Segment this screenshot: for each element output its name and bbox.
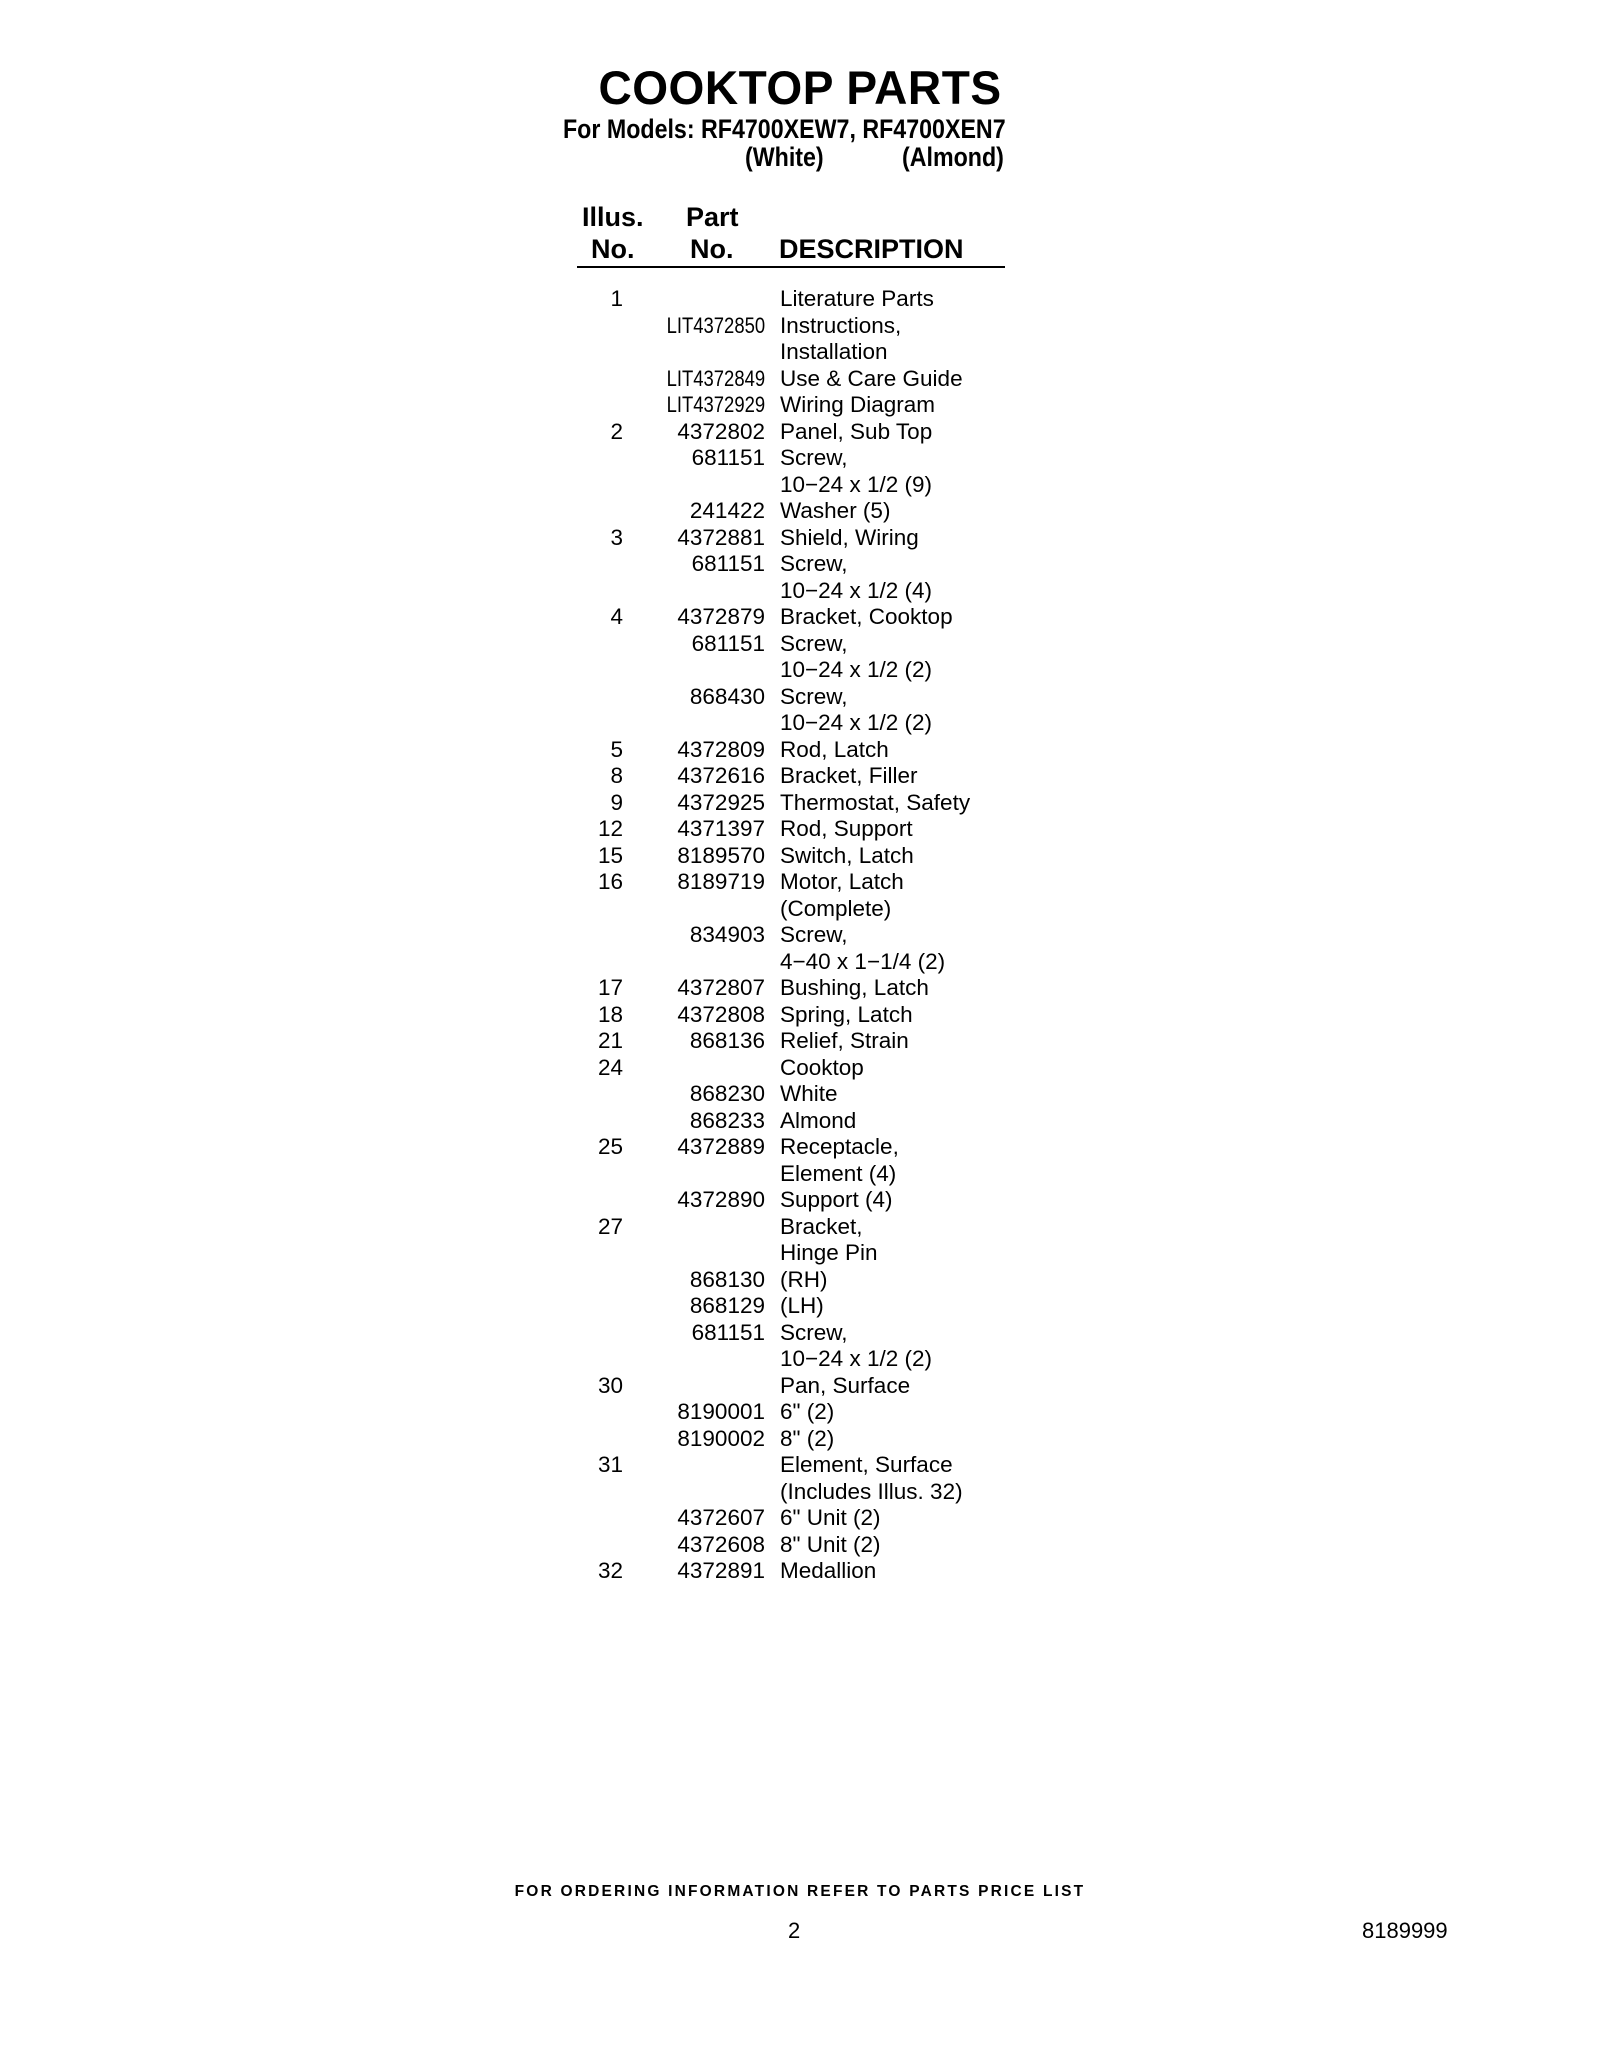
part-number: 868230 [689,1081,765,1106]
illus-number: 12 [597,816,623,841]
parts-row [0,313,1600,340]
part-description: Element, Surface [780,1452,953,1477]
illus-number: 17 [597,975,623,1000]
parts-row [0,339,1600,366]
part-description: 8" (2) [780,1425,835,1451]
parts-row [0,1214,1600,1241]
part-description: 8" Unit (2) [780,1531,881,1557]
variant-white: (White) [745,142,824,172]
illus-number: 3 [610,524,623,550]
illus-number: 24 [597,1054,623,1080]
part-description: 10−24 x 1/2 (9) [780,471,932,497]
illus-number: 30 [597,1372,623,1398]
parts-row [0,1426,1600,1453]
part-description: Element (4) [780,1160,897,1186]
part-number: 4372879 [677,604,765,629]
parts-row [0,1161,1600,1188]
part-description: Washer (5) [780,498,891,523]
parts-row [0,1452,1600,1479]
parts-row [0,366,1600,393]
illus-number: 8 [610,763,623,788]
part-description: 10−24 x 1/2 (2) [780,1346,932,1371]
part-description: (RH) [780,1266,828,1292]
parts-row [0,816,1600,843]
illus-number: 31 [597,1452,623,1477]
part-number: 4372890 [677,1187,765,1212]
illus-number: 16 [597,869,623,894]
parts-row [0,1532,1600,1559]
parts-row [0,1479,1600,1506]
part-number: LIT4372850 [666,312,765,338]
part-number: 8189570 [677,842,765,868]
part-description: Bracket, Cooktop [780,604,953,629]
part-number: LIT4372849 [666,365,765,391]
illus-number: 9 [610,789,623,815]
parts-row [0,922,1600,949]
part-description: Almond [780,1107,857,1133]
part-description: Pan, Surface [780,1372,911,1398]
part-number: 834903 [689,922,765,947]
part-number: 4372608 [677,1531,765,1557]
part-description: White [780,1081,838,1106]
part-description: (LH) [780,1293,824,1318]
header-description: DESCRIPTION [779,234,964,264]
parts-row [0,1558,1600,1585]
parts-row [0,525,1600,552]
part-description: Bracket, Filler [780,763,918,788]
page-number: 2 [788,1918,801,1943]
header-part-2: No. [690,234,734,264]
parts-row [0,392,1600,419]
part-description: 4−40 x 1−1/4 (2) [780,948,946,974]
part-description: Screw, [780,683,848,709]
part-description: 10−24 x 1/2 (4) [780,577,932,603]
part-description: 6" Unit (2) [780,1505,881,1530]
part-number: 4372607 [677,1505,765,1530]
part-description: (Includes Illus. 32) [780,1478,963,1504]
parts-row [0,1134,1600,1161]
parts-row [0,1505,1600,1532]
ordering-note: FOR ORDERING INFORMATION REFER TO PARTS PRICE LIST [514,1883,1086,1900]
illus-number: 21 [597,1028,623,1053]
part-description: Instructions, [780,312,902,338]
part-description: Receptacle, [780,1134,899,1159]
parts-row [0,445,1600,472]
part-number: 4372807 [677,975,765,1000]
parts-row [0,1267,1600,1294]
part-description: Rod, Support [780,816,913,841]
header-illus-1: Illus. [582,202,644,232]
parts-row [0,710,1600,737]
part-description: 6" (2) [780,1399,835,1424]
illus-number: 32 [597,1558,623,1583]
parts-row [0,498,1600,525]
part-description: Installation [780,339,888,364]
parts-row [0,1240,1600,1267]
parts-row [0,949,1600,976]
part-number: 4372925 [677,789,765,815]
part-description: Support (4) [780,1187,893,1212]
illus-number: 18 [597,1001,623,1027]
models-line: For Models: RF4700XEW7, RF4700XEN7 [563,114,1006,144]
parts-row [0,1002,1600,1029]
parts-row [0,737,1600,764]
part-description: (Complete) [780,895,892,921]
illus-number: 5 [610,736,623,762]
part-number: 4372616 [677,763,765,788]
parts-row [0,763,1600,790]
parts-list [0,286,1600,1585]
parts-row [0,1346,1600,1373]
document-number: 8189999 [1362,1918,1448,1943]
header-part-1: Part [686,202,739,232]
variant-almond: (Almond) [902,142,1004,172]
part-number: 4372808 [677,1001,765,1027]
parts-row [0,631,1600,658]
parts-row [0,604,1600,631]
illus-number: 15 [597,842,623,868]
parts-row [0,790,1600,817]
part-description: Rod, Latch [780,736,889,762]
parts-row [0,843,1600,870]
parts-row [0,1028,1600,1055]
part-number: 4371397 [677,816,765,841]
parts-row [0,578,1600,605]
parts-row [0,869,1600,896]
illus-number: 27 [597,1213,623,1239]
part-number: 681151 [691,1319,765,1345]
part-number: 868233 [689,1107,765,1133]
part-description: Bracket, [780,1213,863,1239]
parts-row [0,551,1600,578]
part-description: Panel, Sub Top [780,418,933,444]
page-title: COOKTOP PARTS [598,61,1002,114]
part-number: 4372802 [677,418,765,444]
part-description: Spring, Latch [780,1001,913,1027]
parts-row [0,1187,1600,1214]
part-number: LIT4372929 [666,392,765,417]
parts-row [0,896,1600,923]
part-description: Relief, Strain [780,1028,909,1053]
parts-row [0,1373,1600,1400]
parts-row [0,1320,1600,1347]
part-number: 868129 [689,1293,765,1318]
part-number: 868130 [689,1266,765,1292]
part-number: 8190001 [677,1399,765,1424]
parts-row [0,1399,1600,1426]
parts-row [0,975,1600,1002]
parts-row [0,1293,1600,1320]
part-number: 8189719 [677,869,765,894]
part-description: Thermostat, Safety [780,789,971,815]
part-number: 4372889 [677,1134,765,1159]
parts-row [0,1108,1600,1135]
part-number: 4372809 [677,736,765,762]
parts-row [0,684,1600,711]
part-description: Literature Parts [780,286,934,311]
part-description: 10−24 x 1/2 (2) [780,710,932,735]
illus-number: 25 [597,1134,623,1159]
part-number: 681151 [691,630,765,656]
part-description: Cooktop [780,1054,864,1080]
part-description: Screw, [780,551,848,576]
part-number: 4372881 [677,524,765,550]
part-description: Use & Care Guide [780,365,963,391]
part-description: Shield, Wiring [780,524,919,550]
part-number: 681151 [691,445,765,470]
part-number: 241422 [689,498,765,523]
parts-row [0,472,1600,499]
part-description: Bushing, Latch [780,975,929,1000]
parts-row [0,419,1600,446]
part-description: Screw, [780,1319,848,1345]
illus-number: 2 [610,418,623,444]
part-number: 681151 [691,551,765,576]
part-number: 868430 [689,683,765,709]
part-number: 868136 [689,1028,765,1053]
parts-row [0,1081,1600,1108]
part-description: Screw, [780,630,848,656]
illus-number: 4 [610,604,623,629]
header-rule [577,266,1005,268]
part-description: Screw, [780,445,848,470]
part-description: Screw, [780,922,848,947]
part-number: 8190002 [677,1425,765,1451]
part-number: 4372891 [677,1558,765,1583]
part-description: 10−24 x 1/2 (2) [780,657,932,682]
part-description: Wiring Diagram [780,392,936,417]
part-description: Switch, Latch [780,842,914,868]
part-description: Hinge Pin [780,1240,878,1265]
part-description: Medallion [780,1558,877,1583]
part-description: Motor, Latch [780,869,904,894]
parts-row [0,286,1600,313]
parts-row [0,1055,1600,1082]
parts-row [0,657,1600,684]
illus-number: 1 [610,286,623,311]
header-illus-2: No. [591,234,635,264]
